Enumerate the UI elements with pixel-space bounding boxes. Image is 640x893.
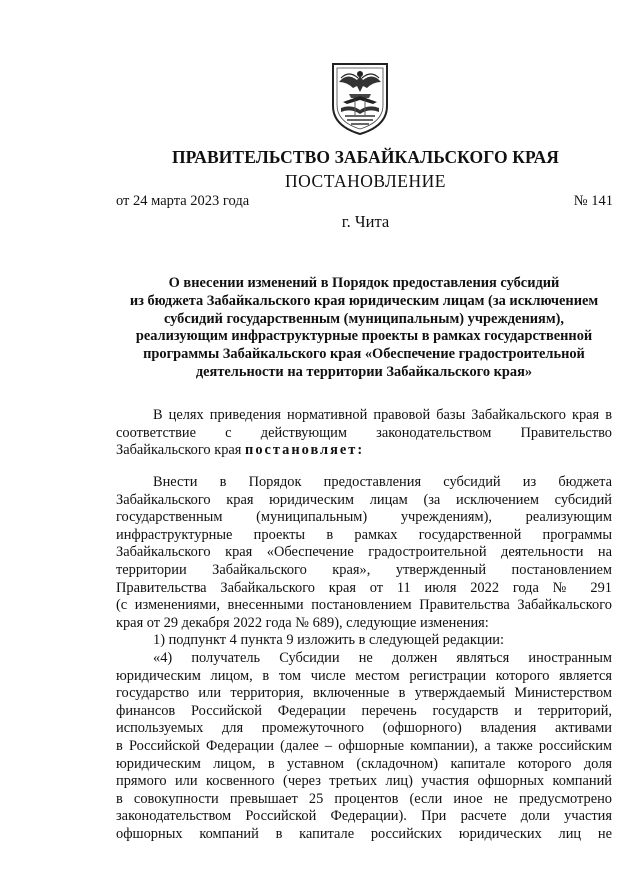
paragraph-line: законодательством Российской Федерации). При расчете доли участия bbox=[116, 808, 612, 825]
document-date: от 24 марта 2023 года bbox=[116, 193, 250, 209]
paragraph-line: в Российской Федерации (далее – офшорные компании), а также российским bbox=[116, 737, 612, 754]
paragraph-line: государственным (муниципальным) учреждениям), реализующим bbox=[116, 509, 612, 526]
document-type: ПОСТАНОВЛЕНИЕ bbox=[285, 171, 446, 191]
paragraph-line: инфраструктурные проекты в рамках государственной программы bbox=[116, 526, 612, 543]
title-line: О внесении изменений в Порядок предоставления субсидий bbox=[168, 275, 560, 291]
paragraph-text: Забайкальского края bbox=[116, 442, 242, 459]
paragraph-line: офшорных компаний в капитале российских юридических лиц не bbox=[116, 825, 612, 842]
paragraph-line: государство или территория, включенные в утверждаемый Министерством bbox=[116, 685, 612, 702]
title-line: деятельности на территории Забайкальского края» bbox=[195, 363, 533, 380]
paragraph-line: Забайкальского края «Обеспечение градостроительной деятельности на bbox=[116, 544, 612, 561]
document-number: № 141 bbox=[573, 193, 613, 209]
paragraph-line: юридическим лицом, в том числе местом регистрации которого является bbox=[116, 667, 612, 684]
preamble-paragraph bbox=[116, 407, 612, 460]
title-line: реализующим инфраструктурные проекты в рамках государственной bbox=[135, 328, 593, 345]
paragraph-line: (с изменениями, внесенными постановлением Правительства Забайкальского bbox=[116, 597, 612, 614]
paragraph-line: финансов Российской Федерации перечень государств и территорий, bbox=[116, 702, 612, 719]
coat-of-arms-icon bbox=[329, 60, 391, 136]
paragraph-line: территории Забайкальского края», утвержденный постановлением bbox=[116, 561, 612, 578]
government-name: ПРАВИТЕЛЬСТВО ЗАБАЙКАЛЬСКОГО КРАЯ bbox=[171, 147, 560, 167]
paragraph-line: в совокупности превышает 25 процентов (если иное не предусмотрено bbox=[116, 790, 612, 807]
document-title bbox=[113, 275, 615, 382]
paragraph-line bbox=[116, 442, 612, 460]
decree-word: постановляет: bbox=[245, 442, 365, 459]
title-line: программы Забайкальского края «Обеспечение градостроительной bbox=[143, 346, 585, 363]
paragraph-line: Внести в Порядок предоставления субсидий из бюджета bbox=[153, 474, 612, 490]
list-item: 1) подпункт 4 пункта 9 изложить в следующей редакции: bbox=[153, 632, 504, 649]
document-city: г. Чита bbox=[341, 212, 390, 231]
title-line: субсидий государственным (муниципальным) учреждениям), bbox=[163, 310, 565, 327]
paragraph-line: «4) получатель Субсидии не должен являться иностранным bbox=[153, 649, 612, 666]
paragraph-line: юридическим лицом, в уставном (складочном) капитале которого доля bbox=[116, 755, 612, 772]
paragraph-line: используемых для промежуточного (офшорного) владения активами bbox=[116, 720, 612, 737]
paragraph-line: В целях приведения нормативной правовой базы Забайкальского края в bbox=[153, 407, 612, 423]
paragraph-line: соответствие с действующим законодательством Правительство bbox=[116, 424, 612, 441]
paragraph-line: края от 29 декабря 2022 года № 689), следующие изменения: bbox=[116, 614, 489, 631]
paragraph-line: Забайкальского края юридическим лицам (за исключением субсидий bbox=[116, 491, 612, 508]
paragraph-line: прямого или косвенного (через третьих лиц) участия офшорных компаний bbox=[116, 773, 612, 790]
main-paragraph bbox=[116, 474, 612, 843]
title-line: из бюджета Забайкальского края юридическим лицам (за исключением bbox=[129, 292, 599, 309]
paragraph-line: Правительства Забайкальского края от 11 июля 2022 года № 291 bbox=[116, 579, 612, 596]
